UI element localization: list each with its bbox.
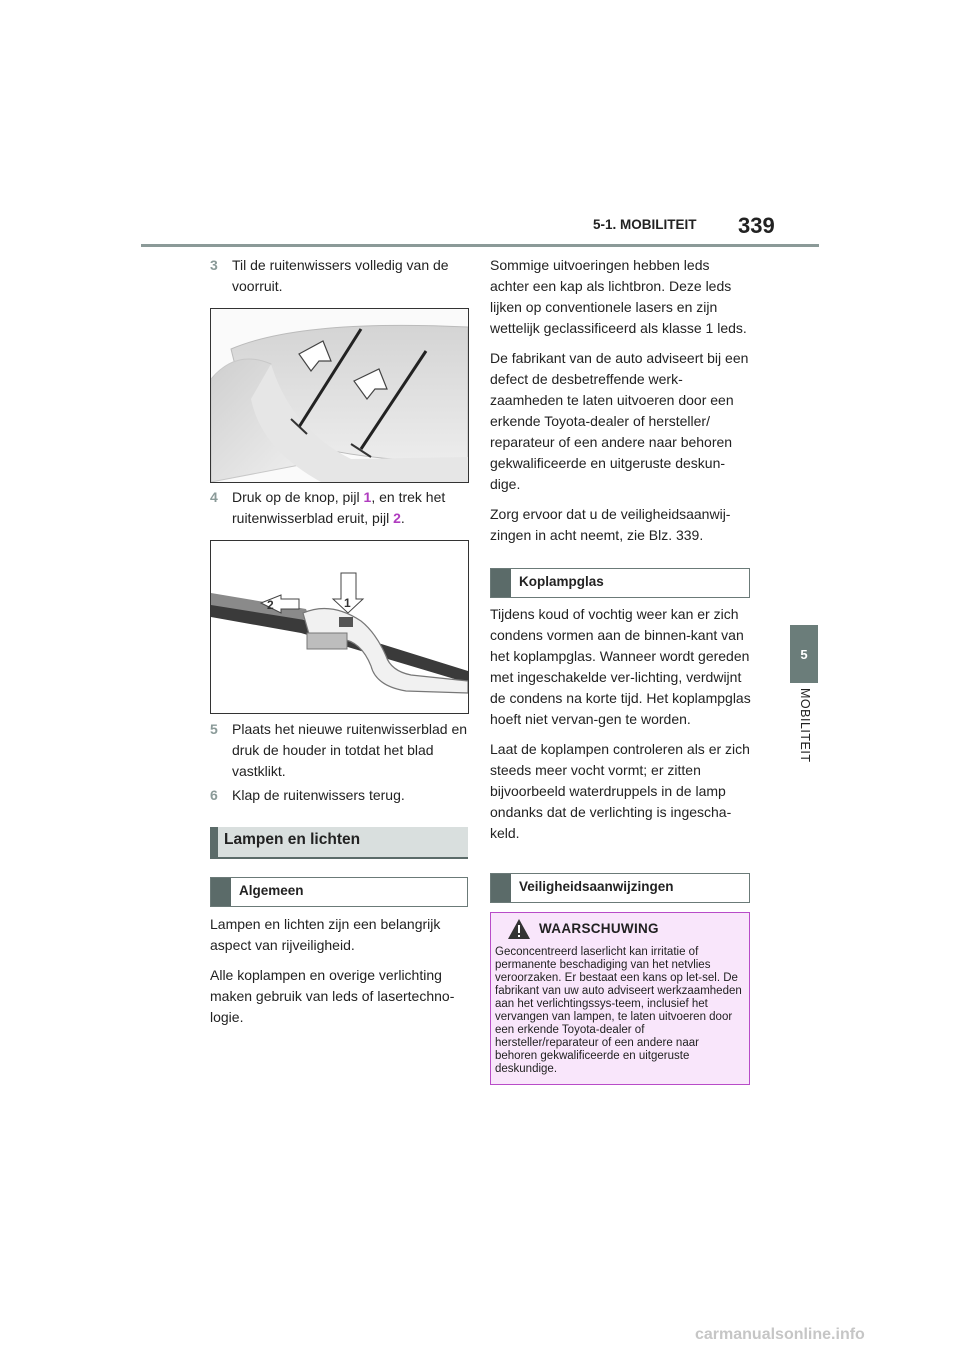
left-paragraphs: [210, 914, 470, 1037]
heading-label: Koplampglas: [519, 574, 604, 589]
heading-bar: [211, 878, 231, 906]
step-3: [210, 255, 470, 297]
step-text: [232, 487, 470, 529]
step-number: 3: [210, 257, 218, 273]
heading-bar: [491, 874, 511, 902]
section-label: 5-1. MOBILITEIT: [593, 217, 697, 232]
paragraph: Zorg ervoor dat u de veiligheidsaanwij-zingen in acht neemt, zie Blz. 339.: [490, 506, 731, 543]
heading-bar: [491, 569, 511, 597]
warning-title: WAARSCHUWING: [539, 921, 659, 936]
step-text: Plaats het nieuwe ruitenwisserblad en druk de houder in totdat het blad vastklikt.: [232, 721, 468, 779]
chapter-tab[interactable]: 5: [790, 625, 818, 683]
arrow-ref-1: 1: [363, 489, 372, 505]
chapter-side-label: [790, 688, 818, 788]
wiper-lift-illustration: [211, 309, 468, 482]
step-text-part: Druk op de knop, pijl: [232, 489, 364, 505]
paragraph: Lampen en lichten zijn een belangrijk aspect van rijveiligheid.: [210, 916, 441, 953]
step-6: [210, 785, 470, 806]
chapter-label: MOBILITEIT: [798, 688, 812, 763]
arrow-ref-2: 2: [393, 510, 401, 526]
heading-label: Lampen en lichten: [224, 831, 361, 848]
heading-bar: [210, 827, 218, 857]
step-number: 5: [210, 721, 218, 737]
heading-label: Veiligheidsaanwijzingen: [519, 879, 674, 894]
footer-watermark: carmanualsonline.info: [695, 1326, 865, 1343]
step-text-part: , en trek het ruitenwisserblad eruit, pijl: [232, 489, 446, 526]
paragraph: Sommige uitvoeringen hebben leds achter een kap als lichtbron. Deze leds lijken op conventionele lasers en zijn wettelijk geclassificeerd als klasse 1 leds.: [490, 257, 747, 336]
warning-text: Geconcentreerd laserlicht kan irritatie of permanente beschadiging van het netvlies veroorzaken. Er bestaat een kans op let-sel. De fabrikant van uw auto adviseert werkzaamheden aan het verlichtingssys-teem, inclusief het vervangen van lampen, te laten uitvoeren door een erkende Toyota-dealer of hersteller/reparateur of een andere naar behoren gekwalificeerde en uitgeruste deskundige.: [495, 946, 742, 1075]
step-5: [210, 719, 470, 782]
header-divider: [141, 244, 819, 247]
heading-label: Algemeen: [239, 883, 304, 898]
step-4: [210, 487, 470, 529]
callout-2: 2: [267, 598, 274, 612]
warning-triangle-icon: [507, 918, 531, 940]
figure-wiper-lift: [210, 308, 469, 483]
heading-algemeen: [210, 877, 468, 907]
warning-box: [490, 912, 750, 1085]
step-text: Til de ruitenwissers volledig van de voorruit.: [232, 257, 449, 294]
step-text: Klap de ruitenwissers terug.: [232, 787, 405, 803]
right-paragraphs-mid: [490, 604, 752, 853]
paragraph: Alle koplampen en overige verlichting maken gebruik van leds of lasertechno-logie.: [210, 967, 455, 1025]
wiper-blade-release-illustration: [211, 541, 468, 713]
step-text-part: .: [400, 510, 405, 526]
heading-koplampglas: [490, 568, 750, 598]
figure-wiper-release: [210, 540, 469, 714]
heading-lampen-en-lichten: [210, 827, 468, 859]
paragraph: De fabrikant van de auto adviseert bij een defect de desbetreffende werk-zaamheden te laten uitvoeren door een erkende Toyota-dealer of hersteller/ reparateur of een andere naar behoren gekwalificeerde en uitgeruste deskun-dige.: [490, 350, 749, 492]
heading-veiligheidsaanwijzingen: [490, 873, 750, 903]
warning-header: [491, 913, 749, 943]
right-paragraphs-top: [490, 255, 752, 555]
paragraph: Laat de koplampen controleren als er zich steeds meer vocht vormt; er zitten bijvoorbeeld waterdruppels in de lamp ondanks dat de verlichting is ingescha-keld.: [490, 741, 750, 841]
step-number: 6: [210, 787, 218, 803]
callout-1: 1: [344, 596, 351, 610]
paragraph: Tijdens koud of vochtig weer kan er zich condens vormen aan de binnen-kant van het koplampglas. Wanneer wordt gereden met ingeschakelde ver-lichting, verdwijnt de condens na korte tijd. Het koplampglas hoeft niet vervan-gen te worden.: [490, 606, 751, 727]
step-number: 4: [210, 489, 218, 505]
page-number: 339: [738, 213, 775, 238]
